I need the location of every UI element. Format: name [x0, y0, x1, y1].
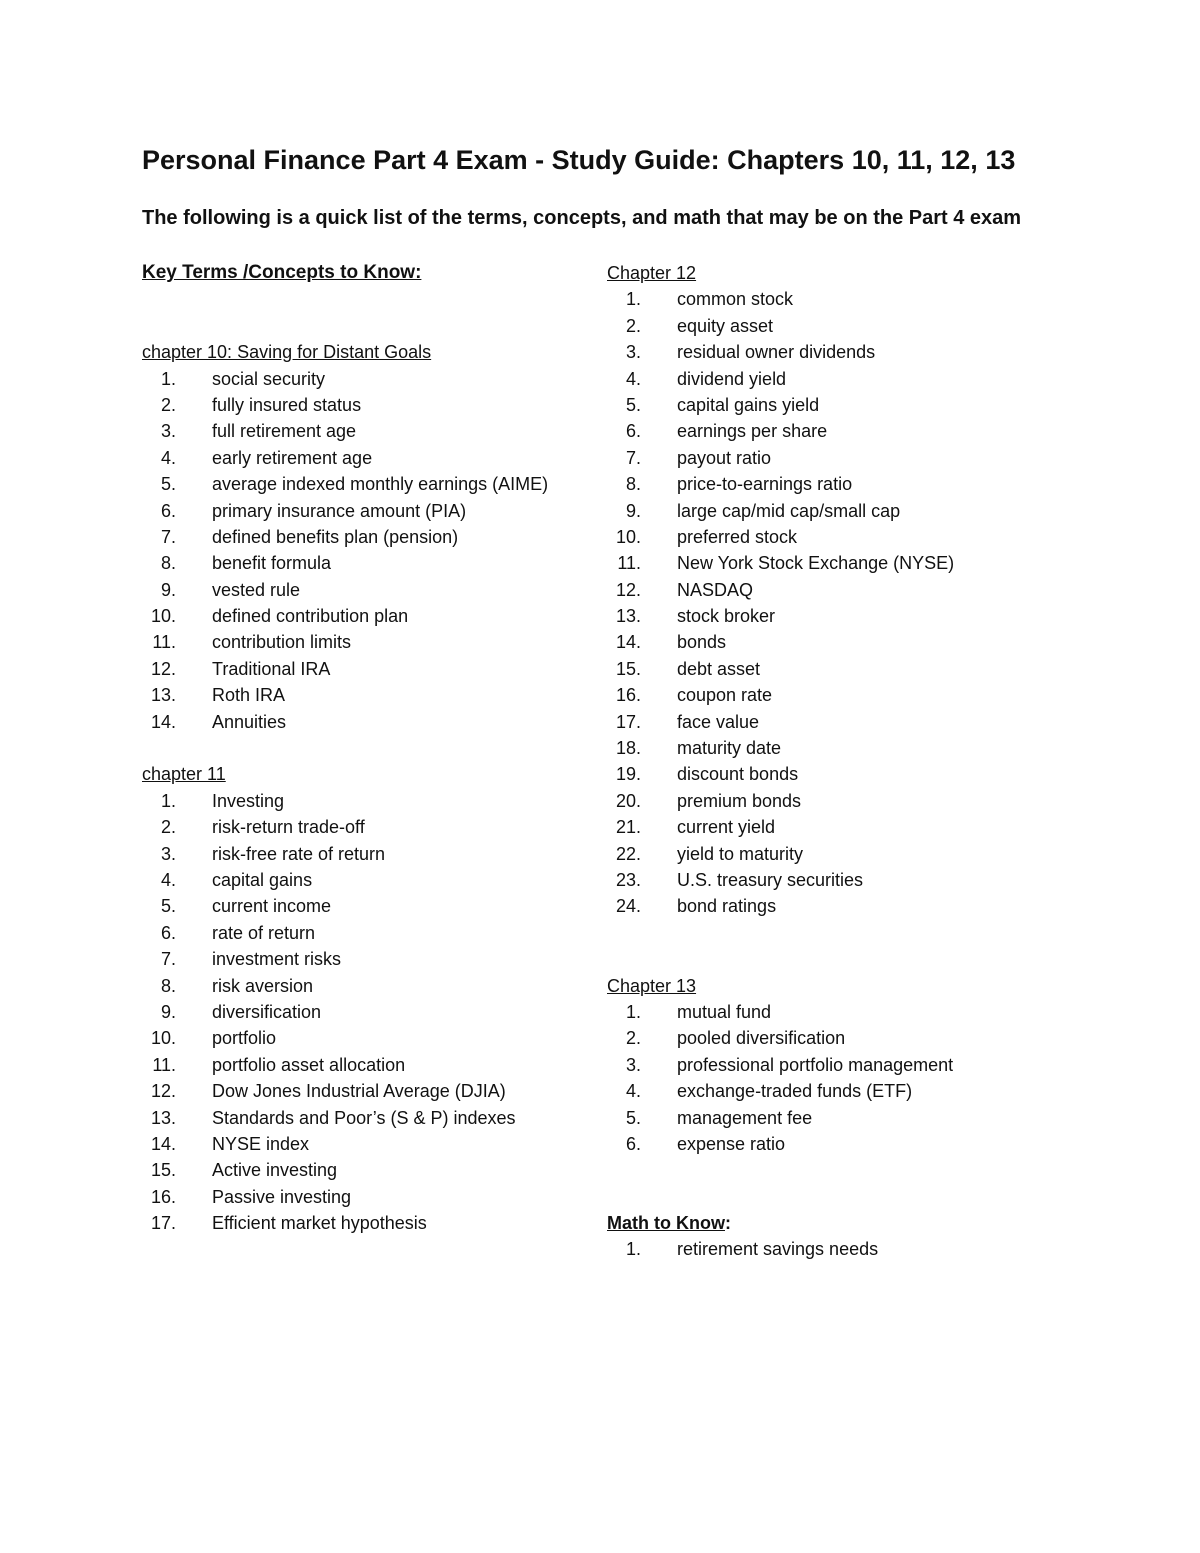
list-item-text: investment risks — [212, 949, 342, 970]
list-item — [607, 550, 1067, 576]
list-item — [142, 1184, 592, 1210]
list-item — [607, 841, 1067, 867]
list-item-number: 7. — [625, 447, 641, 468]
list-item — [142, 893, 592, 919]
key-terms-heading: Key Terms /Concepts to Know: — [142, 262, 422, 283]
list-item-text: residual owner dividends — [677, 342, 876, 363]
list-item-text: debt asset — [677, 658, 761, 679]
list-item-text: benefit formula — [212, 553, 332, 574]
list-item — [142, 524, 592, 550]
list-item — [142, 973, 592, 999]
list-item-number: 4. — [625, 1081, 641, 1102]
list-item-text: current income — [212, 896, 332, 917]
chapter-10-list — [142, 366, 592, 735]
list-item-number: 9. — [160, 579, 176, 600]
list-item-number: 11. — [152, 632, 176, 653]
list-item — [607, 867, 1067, 893]
math-heading: Math to Know — [607, 1213, 725, 1234]
list-item — [142, 603, 592, 629]
list-item-number: 12. — [615, 579, 641, 600]
list-item-text: Annuities — [212, 711, 287, 732]
list-item — [607, 313, 1067, 339]
list-item-text: Traditional IRA — [212, 658, 331, 679]
list-item-number: 22. — [615, 843, 641, 864]
list-item — [142, 682, 592, 708]
list-item-text: yield to maturity — [677, 843, 804, 864]
list-item-number: 2. — [625, 315, 641, 336]
list-item — [142, 629, 592, 655]
list-item — [142, 498, 592, 524]
chapter-13-list — [607, 999, 1067, 1157]
list-item-text: risk-free rate of return — [212, 843, 386, 864]
list-item-number: 21. — [615, 817, 641, 838]
list-item-number: 2. — [160, 394, 176, 415]
list-item-text: early retirement age — [212, 447, 373, 468]
list-item — [607, 682, 1067, 708]
list-item-text: Passive investing — [212, 1186, 352, 1207]
right-column — [607, 260, 1067, 1263]
chapter-11-list — [142, 788, 592, 1237]
list-item-number: 15. — [615, 658, 641, 679]
page-title: Personal Finance Part 4 Exam - Study Guide: Chapters 10, 11, 12, 13 — [142, 145, 1016, 175]
list-item — [142, 1105, 592, 1131]
list-item-text: New York Stock Exchange (NYSE) — [677, 553, 955, 574]
list-item-text: Active investing — [212, 1160, 338, 1181]
list-item — [607, 735, 1067, 761]
list-item-number: 11. — [152, 1054, 176, 1075]
list-item-number: 10. — [150, 1028, 176, 1049]
list-item-text: common stock — [677, 289, 794, 310]
list-item — [607, 1078, 1067, 1104]
list-item-number: 6. — [160, 922, 176, 943]
list-item-text: portfolio asset allocation — [212, 1054, 406, 1075]
list-item — [607, 418, 1067, 444]
list-item — [607, 577, 1067, 603]
list-item-number: 8. — [160, 975, 176, 996]
list-item-text: defined contribution plan — [212, 606, 409, 627]
list-item-text: risk aversion — [212, 975, 314, 996]
list-item — [142, 550, 592, 576]
list-item-number: 7. — [160, 949, 176, 970]
list-item — [607, 392, 1067, 418]
list-item-text: U.S. treasury securities — [677, 869, 864, 890]
list-item — [142, 392, 592, 418]
list-item-text: bonds — [677, 632, 727, 653]
list-item-text: dividend yield — [677, 368, 787, 389]
list-item-number: 17. — [615, 711, 641, 732]
list-item-text: payout ratio — [677, 447, 772, 468]
list-item-number: 10. — [615, 526, 641, 547]
list-item-text: price-to-earnings ratio — [677, 474, 853, 495]
list-item-number: 1. — [625, 1001, 641, 1022]
list-item-text: retirement savings needs — [677, 1239, 879, 1260]
list-item — [607, 893, 1067, 919]
list-item-number: 4. — [625, 368, 641, 389]
math-heading-row — [607, 1210, 1067, 1236]
list-item-text: maturity date — [677, 738, 782, 759]
list-item — [142, 656, 592, 682]
list-item-text: professional portfolio management — [677, 1054, 954, 1075]
list-item-number: 13. — [150, 1107, 176, 1128]
list-item-text: vested rule — [212, 579, 301, 600]
list-item — [607, 814, 1067, 840]
list-item-text: NASDAQ — [677, 579, 754, 600]
list-item — [142, 1210, 592, 1236]
list-item-number: 10. — [150, 606, 176, 627]
list-item — [607, 339, 1067, 365]
list-item-text: stock broker — [677, 606, 776, 627]
list-item-number: 5. — [160, 474, 176, 495]
list-item-number: 6. — [625, 421, 641, 442]
page-subtitle: The following is a quick list of the terms, concepts, and math that may be on the Part 4 exam — [142, 207, 1022, 229]
list-item-text: social security — [212, 368, 326, 389]
list-item-number: 18. — [615, 738, 641, 759]
list-item-number: 3. — [625, 1054, 641, 1075]
list-item-number: 23. — [615, 869, 641, 890]
list-item — [607, 709, 1067, 735]
chapter-12-list — [607, 286, 1067, 919]
list-item-number: 24. — [615, 896, 641, 917]
list-item-number: 14. — [150, 1133, 176, 1154]
list-item-number: 17. — [150, 1213, 176, 1234]
list-item — [607, 498, 1067, 524]
list-item-text: discount bonds — [677, 764, 799, 785]
list-item — [142, 1078, 592, 1104]
list-item-number: 2. — [625, 1028, 641, 1049]
list-item-text: fully insured status — [212, 394, 362, 415]
list-item-text: preferred stock — [677, 526, 798, 547]
math-list — [607, 1236, 1067, 1262]
list-item-number: 19. — [615, 764, 641, 785]
list-item — [142, 841, 592, 867]
list-item-number: 7. — [160, 526, 176, 547]
list-item — [142, 867, 592, 893]
list-item — [142, 1025, 592, 1051]
list-item-number: 15. — [150, 1160, 176, 1181]
list-item-number: 13. — [615, 606, 641, 627]
list-item-text: expense ratio — [677, 1133, 786, 1154]
list-item-text: average indexed monthly earnings (AIME) — [212, 474, 549, 495]
list-item-text: premium bonds — [677, 790, 802, 811]
list-item — [607, 999, 1067, 1025]
list-item-number: 3. — [160, 843, 176, 864]
list-item-number: 8. — [160, 553, 176, 574]
list-item-text: risk-return trade-off — [212, 817, 365, 838]
list-item-text: management fee — [677, 1107, 813, 1128]
list-item — [607, 603, 1067, 629]
list-item — [142, 920, 592, 946]
list-item-text: NYSE index — [212, 1133, 310, 1154]
list-item-text: primary insurance amount (PIA) — [212, 500, 467, 521]
list-item — [607, 1025, 1067, 1051]
list-item-number: 12. — [150, 658, 176, 679]
list-item — [607, 629, 1067, 655]
list-item — [607, 445, 1067, 471]
list-item — [607, 366, 1067, 392]
list-item-text: diversification — [212, 1001, 322, 1022]
list-item-number: 13. — [150, 685, 176, 706]
list-item-text: Standards and Poor’s (S & P) indexes — [212, 1107, 516, 1128]
list-item-number: 16. — [150, 1186, 176, 1207]
list-item-number: 6. — [160, 500, 176, 521]
list-item — [142, 366, 592, 392]
list-item-text: bond ratings — [677, 896, 777, 917]
list-item — [607, 286, 1067, 312]
chapter-12-heading: Chapter 12 — [607, 263, 697, 283]
list-item-text: Roth IRA — [212, 685, 286, 706]
list-item-number: 3. — [160, 421, 176, 442]
list-item — [142, 1157, 592, 1183]
list-item — [142, 709, 592, 735]
list-item — [607, 1236, 1067, 1262]
list-item-number: 1. — [160, 368, 176, 389]
list-item-text: mutual fund — [677, 1001, 772, 1022]
list-item-number: 3. — [625, 342, 641, 363]
list-item — [142, 418, 592, 444]
list-item-number: 14. — [150, 711, 176, 732]
list-item-text: Dow Jones Industrial Average (DJIA) — [212, 1081, 506, 1102]
list-item-number: 12. — [150, 1081, 176, 1102]
list-item-text: rate of return — [212, 922, 316, 943]
list-item-number: 9. — [625, 500, 641, 521]
list-item-text: Investing — [212, 790, 285, 811]
list-item — [607, 524, 1067, 550]
list-item — [607, 656, 1067, 682]
list-item-text: earnings per share — [677, 421, 828, 442]
list-item-number: 5. — [160, 896, 176, 917]
list-item — [142, 445, 592, 471]
list-item-text: Efficient market hypothesis — [212, 1213, 427, 1234]
list-item-text: defined benefits plan (pension) — [212, 526, 459, 547]
list-item — [142, 577, 592, 603]
list-item-number: 4. — [160, 447, 176, 468]
list-item-number: 5. — [625, 1107, 641, 1128]
list-item-number: 1. — [625, 1239, 641, 1260]
list-item — [607, 788, 1067, 814]
list-item — [607, 1052, 1067, 1078]
list-item-number: 16. — [615, 685, 641, 706]
list-item-number: 20. — [615, 790, 641, 811]
chapter-11-heading: chapter 11 — [142, 764, 226, 785]
list-item — [142, 788, 592, 814]
list-item-number: 5. — [625, 394, 641, 415]
list-item-number: 14. — [615, 632, 641, 653]
list-item-text: exchange-traded funds (ETF) — [677, 1081, 913, 1102]
list-item-number: 1. — [160, 790, 176, 811]
chapter-13-heading: Chapter 13 — [607, 975, 697, 996]
list-item-text: large cap/mid cap/small cap — [677, 500, 901, 521]
list-item-number: 8. — [625, 474, 641, 495]
list-item-text: capital gains yield — [677, 394, 820, 415]
list-item — [607, 761, 1067, 787]
left-column — [142, 260, 592, 1236]
list-item — [607, 1131, 1067, 1157]
list-item — [142, 814, 592, 840]
list-item-number: 9. — [160, 1001, 176, 1022]
list-item-text: pooled diversification — [677, 1028, 846, 1049]
list-item-text: portfolio — [212, 1028, 277, 1049]
chapter-10-heading: chapter 10: Saving for Distant Goals — [142, 342, 432, 363]
list-item — [142, 1131, 592, 1157]
math-heading-colon: : — [724, 1213, 731, 1234]
list-item-text: capital gains — [212, 869, 313, 890]
list-item-number: 1. — [625, 289, 641, 310]
list-item — [607, 1105, 1067, 1131]
list-item — [142, 946, 592, 972]
list-item — [142, 471, 592, 497]
list-item-number: 11. — [617, 553, 641, 574]
list-item — [142, 999, 592, 1025]
list-item-text: contribution limits — [212, 632, 352, 653]
list-item — [142, 1052, 592, 1078]
list-item-number: 6. — [625, 1133, 641, 1154]
list-item — [607, 471, 1067, 497]
list-item-text: equity asset — [677, 315, 774, 336]
list-item-number: 2. — [160, 817, 176, 838]
list-item-text: coupon rate — [677, 685, 773, 706]
list-item-text: current yield — [677, 817, 776, 838]
list-item-text: full retirement age — [212, 421, 357, 442]
list-item-text: face value — [677, 711, 760, 732]
list-item-number: 4. — [160, 869, 176, 890]
